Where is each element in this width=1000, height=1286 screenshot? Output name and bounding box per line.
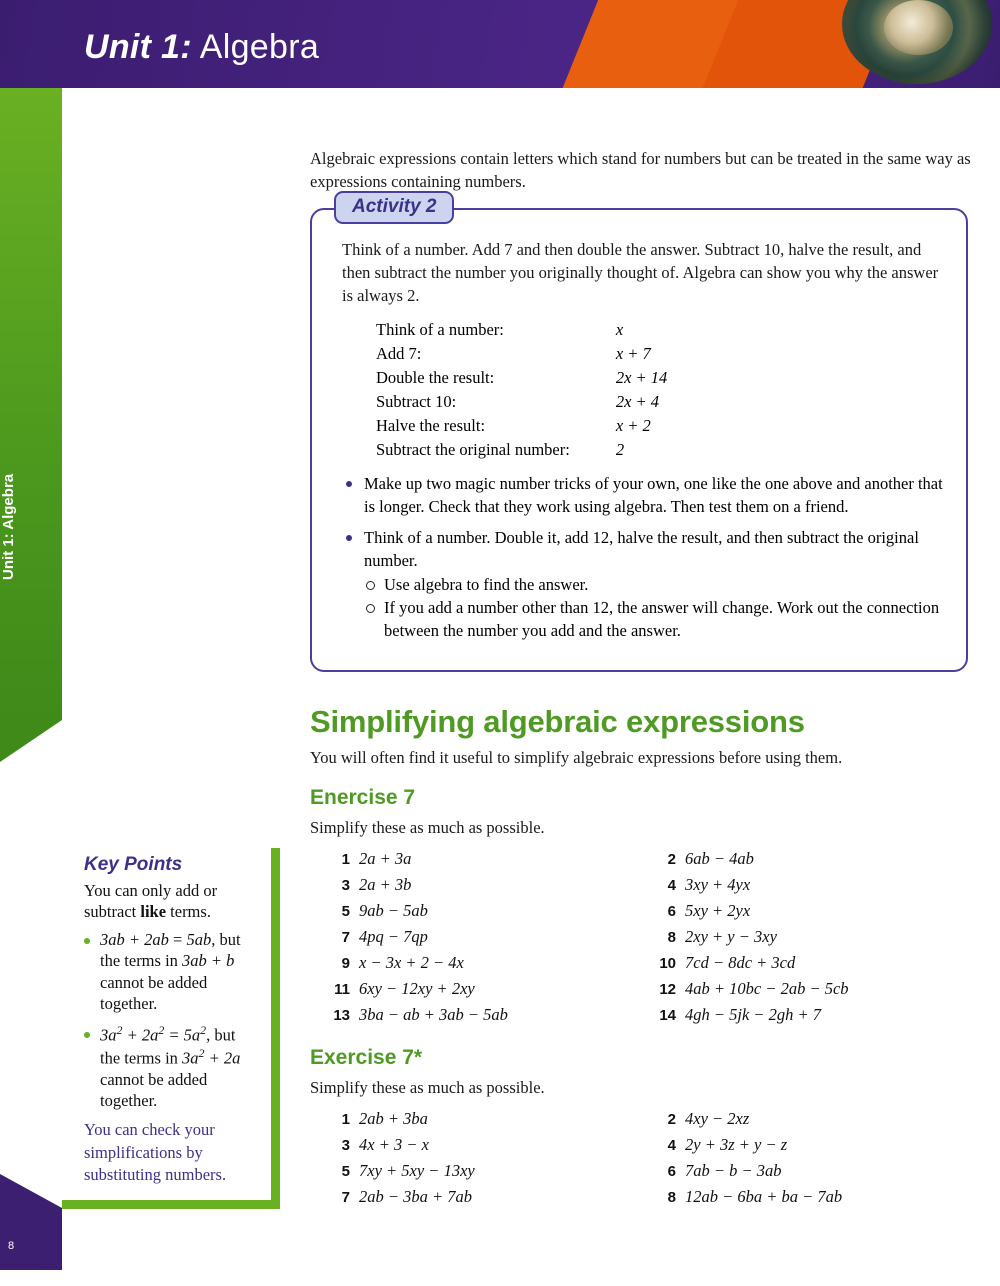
question-expression: 2ab − 3ba + 7ab: [359, 1187, 473, 1207]
list-item: [650, 898, 976, 924]
list-item: [324, 924, 650, 950]
kp2-expr-b: + 2a: [122, 1025, 159, 1045]
exercise-7-question-grid: [324, 846, 1000, 1028]
question-number: 8: [667, 929, 676, 947]
activity-box: [310, 195, 968, 673]
question-expression: 5xy + 2yx: [685, 901, 751, 921]
question-number: 4: [667, 1137, 676, 1155]
activity-sub-task-list: [364, 574, 944, 642]
exercise-7-star-lead: Simplify these as much as possible.: [310, 1078, 545, 1098]
list-item: [650, 1184, 976, 1210]
kp2-expr-a: 3a: [100, 1025, 117, 1045]
question-expression: 3xy + 4yx: [685, 875, 751, 895]
list-item: [84, 929, 259, 1015]
kp-expr-b: 5ab: [186, 929, 212, 949]
question-number: 5: [341, 903, 350, 921]
question-expression: 7ab − b − 3ab: [685, 1161, 782, 1181]
list-item: [650, 1132, 976, 1158]
list-item: [324, 872, 650, 898]
list-item: [650, 1002, 976, 1028]
bottom-white-strip: [0, 1270, 1000, 1286]
list-item: [650, 1158, 976, 1184]
kp-text-a: , but the terms in: [100, 929, 241, 971]
list-item: [324, 846, 650, 872]
step-expression: 2x + 4: [615, 391, 660, 411]
question-expression: 6ab − 4ab: [685, 849, 754, 869]
banner-unit-label: Unit 1:: [84, 28, 192, 66]
side-tab-label: Unit 1: Algebra: [0, 473, 17, 580]
question-number: 11: [334, 981, 350, 999]
question-expression: 4gh − 5jk − 2gh + 7: [685, 1005, 822, 1025]
list-item: [650, 1106, 976, 1132]
list-item: [650, 976, 976, 1002]
kp-eq-a: =: [168, 929, 187, 949]
key-points-list: [84, 929, 259, 1112]
exercise-7-heading: Enercise 7: [310, 786, 416, 810]
kp-text-b: cannot be added together.: [100, 972, 208, 1014]
step-label: Think of a number:: [376, 319, 504, 339]
question-expression: 2a + 3b: [359, 875, 412, 895]
question-expression: 4x + 3 − x: [359, 1135, 429, 1155]
table-row: [376, 414, 667, 438]
list-item: [84, 1023, 259, 1112]
page-number-label: 8: [8, 1240, 15, 1252]
question-number: 1: [341, 851, 350, 869]
kp2-sup-4: 2: [198, 1045, 205, 1060]
step-expression: x + 7: [615, 343, 651, 363]
section-lead-text: You will often find it useful to simplify algebraic expressions before using them.: [310, 748, 843, 768]
question-number: 9: [341, 955, 350, 973]
kp2-sup-3: 2: [200, 1022, 207, 1037]
list-item: [650, 846, 976, 872]
list-item: [650, 872, 976, 898]
question-number: 4: [667, 877, 676, 895]
key-points-box: [62, 848, 280, 1209]
activity-tag: Activity 2: [334, 191, 454, 224]
question-number: 7: [341, 1189, 350, 1207]
exercise-7-lead: Simplify these as much as possible.: [310, 818, 545, 838]
table-row: [376, 318, 667, 342]
activity-task-list: [342, 472, 944, 643]
list-item: [324, 1184, 650, 1210]
key-points-lead-after: terms.: [166, 902, 211, 922]
list-item: [324, 1158, 650, 1184]
question-expression: 2ab + 3ba: [359, 1109, 428, 1129]
question-expression: 2a + 3a: [359, 849, 412, 869]
question-number: 2: [667, 1111, 676, 1129]
step-label: Subtract the original number:: [376, 439, 570, 459]
question-number: 7: [341, 929, 350, 947]
key-points-lead-before: You can only add or subtract: [84, 881, 218, 922]
exercise-7-star-heading: Exercise 7*: [310, 1046, 423, 1070]
list-item: [324, 1106, 650, 1132]
list-item: [650, 950, 976, 976]
question-expression: x − 3x + 2 − 4x: [359, 953, 464, 973]
list-item: If you add a number other than 12, the answer will change. Work out the connection between the number you add and the answer.: [364, 597, 944, 643]
kp2-sup-1: 2: [116, 1022, 123, 1037]
step-expression: x + 2: [615, 415, 651, 435]
question-number: 3: [341, 1137, 350, 1155]
question-expression: 12ab − 6ba + ba − 7ab: [685, 1187, 843, 1207]
table-row: [376, 438, 667, 462]
table-row: [376, 342, 667, 366]
key-points-lead: [84, 880, 259, 923]
question-number: 5: [341, 1163, 350, 1181]
step-label: Double the result:: [376, 367, 495, 387]
question-expression: 2xy + y − 3xy: [685, 927, 777, 947]
question-expression: 4ab + 10bc − 2ab − 5cb: [685, 979, 849, 999]
key-points-note: You can check your simplifications by substituting numbers.: [84, 1120, 227, 1184]
kp2-expr-e: + 2a: [204, 1048, 241, 1068]
kp-expr-c: 3ab + b: [182, 951, 235, 971]
list-item: [324, 1002, 650, 1028]
kp2-sup-2: 2: [158, 1022, 165, 1037]
question-number: 1: [341, 1111, 350, 1129]
step-label: Subtract 10:: [376, 391, 457, 411]
table-row: [376, 366, 667, 390]
question-expression: 4pq − 7qp: [359, 927, 428, 947]
kp2-text-a: , but the terms in: [100, 1025, 236, 1068]
question-number: 2: [667, 851, 676, 869]
question-expression: 4xy − 2xz: [685, 1109, 750, 1129]
question-expression: 6xy − 12xy + 2xy: [359, 979, 475, 999]
question-expression: 2y + 3z + y − z: [685, 1135, 788, 1155]
list-item: [324, 976, 650, 1002]
question-number: 3: [341, 877, 350, 895]
question-number: 10: [659, 955, 676, 973]
list-item: [650, 924, 976, 950]
banner-subject-label: Algebra: [199, 28, 320, 66]
list-item: Make up two magic number tricks of your own, one like the one above and another that is longer. Check that they work using algebra. Then test them on a friend.: [342, 472, 944, 518]
page-title: [84, 28, 319, 67]
question-expression: 7xy + 5xy − 13xy: [359, 1161, 475, 1181]
kp2-text-b: cannot be added together.: [100, 1069, 208, 1110]
question-number: 12: [659, 981, 676, 999]
kp-expr-a: 3ab + 2ab: [100, 929, 169, 949]
intro-paragraph: Algebraic expressions contain letters which stand for numbers but can be treated in the same way as expressions containing numbers.: [310, 149, 971, 191]
key-points-title: Key Points: [84, 854, 183, 875]
question-expression: 9ab − 5ab: [359, 901, 428, 921]
list-item: [342, 526, 944, 642]
question-number: 6: [667, 903, 676, 921]
exercise-7-star-question-grid: [324, 1106, 1000, 1210]
list-item: [324, 898, 650, 924]
key-points-lead-bold: like: [140, 902, 167, 922]
kp2-expr-c: = 5a: [164, 1025, 201, 1045]
activity-steps-table: [376, 318, 667, 462]
side-tab-band: [0, 88, 62, 720]
activity-intro: Think of a number. Add 7 and then double the answer. Subtract 10, halve the result, and then subtract the number you originally thought of. Algebra can show you why the answer is always 2.: [342, 239, 939, 306]
step-label: Halve the result:: [376, 415, 486, 435]
list-item: Use algebra to find the answer.: [364, 574, 944, 597]
kp2-expr-d: 3a: [182, 1048, 199, 1068]
list-item-text: Think of a number. Double it, add 12, halve the result, and then subtract the original number.: [364, 527, 919, 571]
step-expression: 2x + 14: [615, 367, 668, 387]
main-content: [310, 148, 1000, 1210]
list-item: [324, 950, 650, 976]
question-expression: 3ba − ab + 3ab − 5ab: [359, 1005, 508, 1025]
question-number: 14: [659, 1007, 676, 1025]
step-expression: 2: [615, 439, 625, 459]
question-expression: 7cd − 8dc + 3cd: [685, 953, 796, 973]
section-heading: Simplifying algebraic expressions: [310, 704, 805, 740]
list-item: [324, 1132, 650, 1158]
question-number: 13: [333, 1007, 350, 1025]
table-row: [376, 390, 667, 414]
step-label: Add 7:: [376, 343, 422, 363]
question-number: 6: [667, 1163, 676, 1181]
step-expression: x: [615, 319, 624, 339]
question-number: 8: [667, 1189, 676, 1207]
